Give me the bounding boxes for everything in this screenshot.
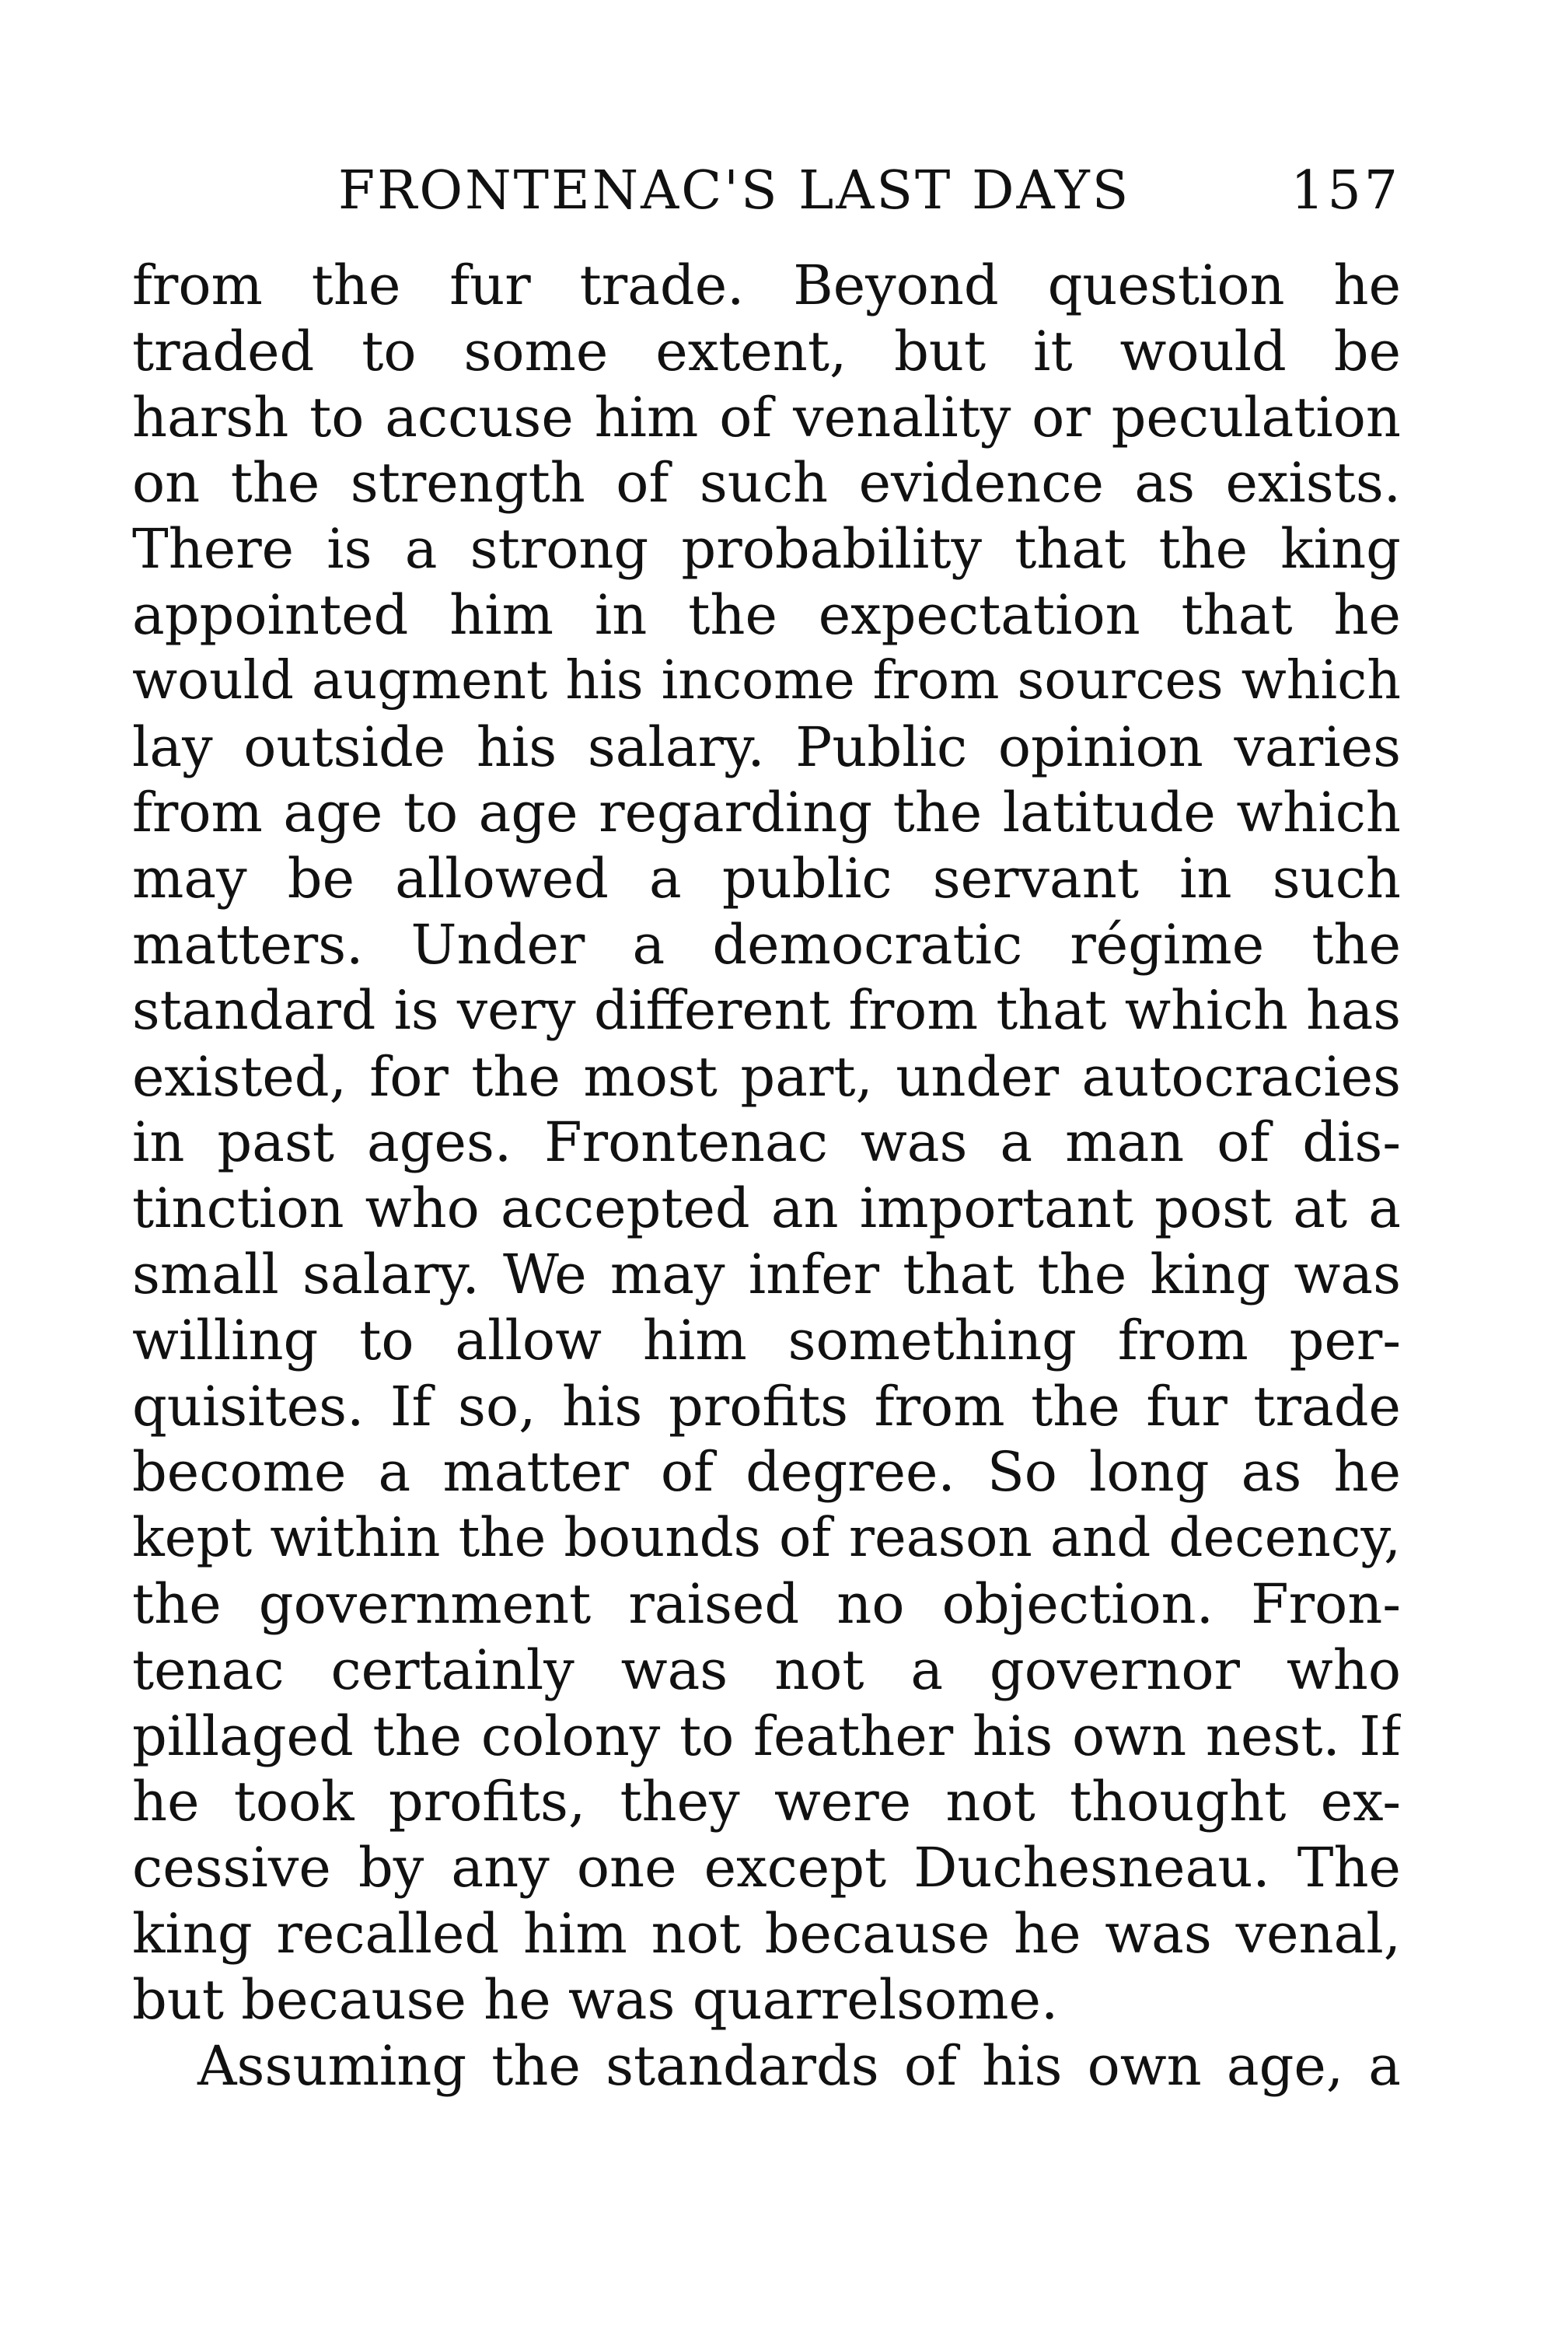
paragraph-start-line: Assuming the standards of his own age, a (197, 2033, 1401, 2098)
text-line: would augment his income from sources which (132, 649, 1401, 711)
text-line: become a matter of degree. So long as he (132, 1440, 1401, 1505)
running-head (132, 152, 1401, 230)
text-line: tenac certainly was not a governor who (132, 1638, 1401, 1702)
text-line: appointed him in the expectation that he (132, 582, 1401, 647)
text-line: traded to some extent, but it would be (132, 319, 1401, 383)
text-line: willing to allow him something from per- (132, 1308, 1401, 1372)
text-line: may be allowed a public servant in such (132, 847, 1401, 911)
text-line: tinction who accepted an important post at a (132, 1176, 1401, 1241)
text-line: pillaged the colony to feather his own nest. If (132, 1704, 1401, 1768)
text-line: he took profits, they were not thought ex- (132, 1770, 1401, 1834)
text-line: small salary. We may infer that the king was (132, 1242, 1401, 1306)
text-line: on the strength of such evidence as exists. (132, 451, 1401, 516)
running-title: FRONTENAC'S LAST DAYS (338, 160, 1131, 222)
text-line: cessive by any one except Duchesneau. The (132, 1836, 1401, 1900)
paragraph-end-line: but because he was quarrelsome. (132, 1967, 1059, 2032)
text-line: kept within the bounds of reason and decency, (132, 1507, 1401, 1570)
text-line: quisites. If so, his profits from the fur trade (132, 1374, 1401, 1438)
text-line: from age to age regarding the latitude which (132, 781, 1401, 845)
text-line: lay outside his salary. Public opinion varies (132, 715, 1401, 779)
text-line: There is a strong probability that the king (132, 517, 1401, 582)
text-line: standard is very different from that which has (132, 978, 1401, 1042)
text-line: from the fur trade. Beyond question he (132, 253, 1401, 317)
text-line: king recalled him not because he was venal, (132, 1901, 1401, 1966)
page-number: 157 (1290, 160, 1401, 222)
text-line: harsh to accuse him of venality or peculation (132, 385, 1401, 449)
text-line: the government raised no objection. Fron- (132, 1571, 1401, 1636)
body-text (132, 253, 1401, 2099)
text-line: in past ages. Frontenac was a man of dis- (132, 1110, 1401, 1175)
text-line: matters. Under a democratic régime the (132, 912, 1401, 977)
text-line: existed, for the most part, under autocracies (132, 1044, 1401, 1109)
